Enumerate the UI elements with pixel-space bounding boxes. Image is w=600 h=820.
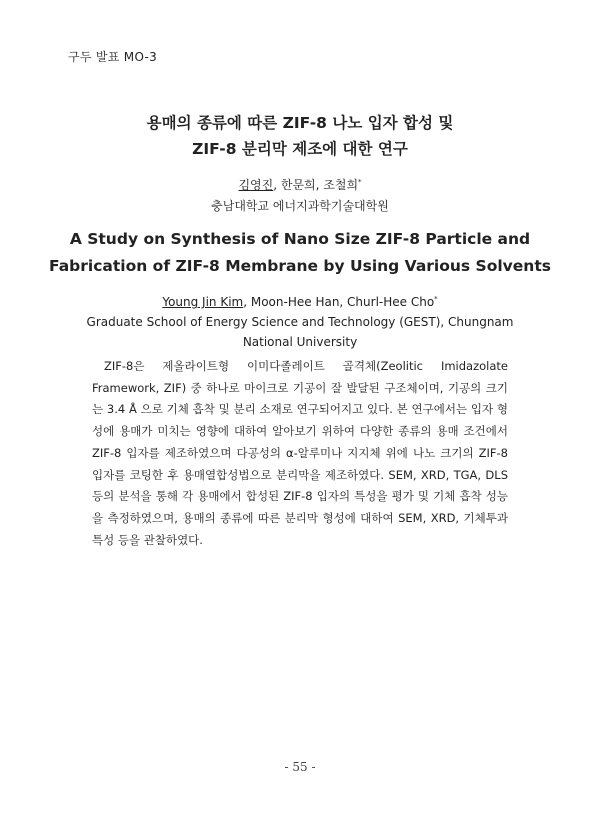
abstract [92, 356, 508, 551]
english-affiliation-line-2: National University [242, 335, 358, 349]
korean-title [0, 110, 600, 162]
english-title [0, 226, 600, 280]
english-title-line-1: A Study on Synthesis of Nano Size ZIF-8 Particle and [69, 230, 531, 248]
session-label: 구두 발표 MO-3 [68, 50, 158, 64]
abstract-paragraph: ZIF-8은 제올라이트형 이미다졸레이트 골격체(Zeolitic Imidazolate Framework, ZIF) 중 하나로 마이크로 기공이 잘 발달된 구조체이며, 기공의 크기는 3.4 Å 으로 기체 흡착 및 분리 소재로 연구되어지고 있다. 본 연구에서는 입자 형성에 용매가 미치는 영향에 대하여 알아보기 위하여 다양한 종류의 용매 조건에서 ZIF-8 입자를 제조하였으며 다공성의 α-알루미나 지지체 위에 나노 크기의 ZIF-8 입자를 코팅한 후 용매열합성법으로 분리막을 제조하였다. SEM, XRD, TGA, DLS 등의 분석을 통해 각 용매에서 합성된 ZIF-8 입자의 특성을 평가 및 기체 흡착 성능을 측정하였으며, 용매의 종류에 따른 분리막 형성에 대하여 SEM, XRD, 기체투과특성 등을 관찰하였다. [92, 359, 508, 547]
korean-author-list [0, 172, 600, 196]
english-presenting-author: Young Jin Kim [162, 295, 244, 309]
korean-coauthors: , 한문희, 조철희 [273, 178, 359, 192]
corresponding-author-mark: * [434, 295, 438, 303]
corresponding-author-mark: * [358, 178, 362, 186]
korean-affiliation: 충남대학교 에너지과학기술대학원 [211, 199, 389, 213]
english-authors-block [0, 289, 600, 352]
korean-authors-block [0, 172, 600, 217]
english-title-line-2: Fabrication of ZIF-8 Membrane by Using Various Solvents [49, 257, 551, 275]
english-affiliation-line-1: Graduate School of Energy Science and Technology (GEST), Chungnam [86, 315, 514, 329]
page-number: - 55 - [284, 760, 316, 774]
english-author-list [0, 289, 600, 312]
korean-title-line-1: 용매의 종류에 따른 ZIF-8 나노 입자 합성 및 [146, 114, 454, 132]
korean-title-line-2: ZIF-8 분리막 제조에 대한 연구 [192, 140, 408, 158]
english-coauthors: , Moon-Hee Han, Churl-Hee Cho [243, 295, 435, 309]
korean-presenting-author: 김영진 [238, 178, 274, 192]
